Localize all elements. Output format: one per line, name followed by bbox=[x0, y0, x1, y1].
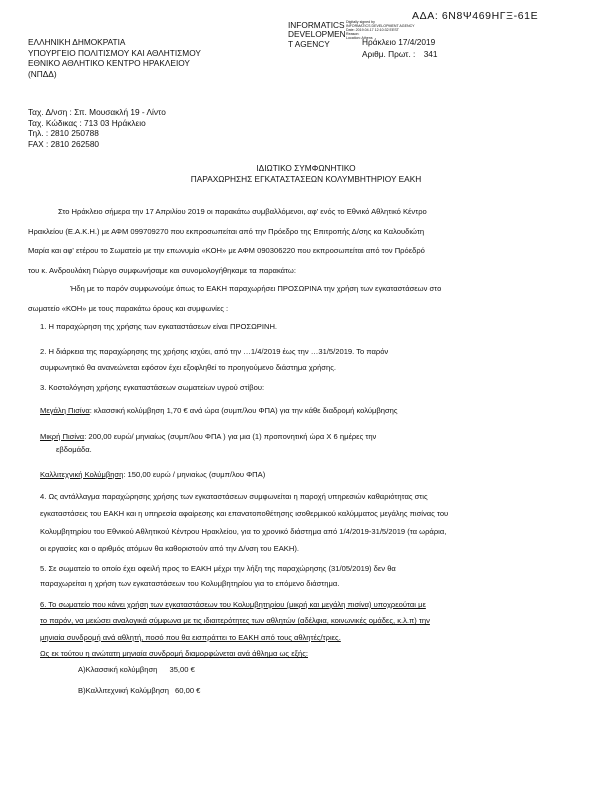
fee-classic-label: Α)Κλασσική κολύμβηση bbox=[78, 665, 158, 674]
title-line-2: ΠΑΡΑΧΩΡΗΣΗΣ ΕΓΚΑΤΑΣΤΑΣΕΩΝ ΚΟΛΥΜΒΗΤΗΡΙΟΥ ΕΑΚΗ bbox=[190, 173, 422, 184]
term-4-line: 4. Ως αντάλλαγμα παραχώρησης χρήσης των εγκαταστάσεων συμφωνείται η παροχή υπηρεσιών καθαριότητας στις bbox=[40, 492, 428, 501]
term-6-line: το παρόν, να μειώσει αναλογικά σύμφωνα με τις ιδιαιτερότητες των αθλητών (αδέλφια, κοινωνικές ομάδες, κ.λ.π) την bbox=[40, 616, 430, 626]
intro-line: Μαρία και αφ' ετέρου το Σωματείο με την επωνυμία «ΚΟΗ» με ΑΦΜ 090306220 που εκπροσωπείται από τον Πρόεδρό bbox=[28, 246, 425, 256]
term-4-line: εγκαταστάσεις του ΕΑΚΗ και η υπηρεσία αφαίρεσης και επανατοποθέτησης ισοθερμικού καλύμματος μεγάλης πισίνας του bbox=[40, 509, 449, 519]
protocol-value: 341 bbox=[423, 49, 438, 59]
term-3: 3. Κοστολόγηση χρήσης εγκαταστάσεων σωματείων υγρού στίβου: bbox=[40, 383, 265, 392]
intro-line: του κ. Ανδρουλάκη Γιώργο συμφωνήσαμε και συνομολογήθηκαμε τα παρακάτω: bbox=[28, 265, 296, 275]
header-line: (ΝΠΔΔ) bbox=[28, 68, 57, 79]
fee-classic-row bbox=[78, 665, 195, 674]
signature-text: Digitally signed by bbox=[346, 20, 375, 24]
pool-large-label: Μεγάλη Πισίνα bbox=[40, 406, 90, 415]
address-line: Τηλ. : 2810 250788 bbox=[28, 128, 99, 139]
synchro-row bbox=[40, 470, 265, 479]
document-title bbox=[0, 163, 612, 184]
term-4 bbox=[40, 488, 448, 558]
address-block bbox=[28, 107, 166, 149]
header-line: ΕΘΝΙΚΟ ΑΘΛΗΤΙΚΟ ΚΕΝΤΡΟ ΗΡΑΚΛΕΙΟΥ bbox=[28, 58, 190, 68]
signature-text: Location: Athens bbox=[346, 36, 373, 40]
term-2-line: 2. Η διάρκεια της παραχώρησης της χρήσης ισχύει, από την …1/4/2019 έως την …31/5/2019. Το παρόν bbox=[40, 347, 389, 356]
intro-line: Ηρακλείου (Ε.Α.Κ.Η.) με ΑΦΜ 099709270 που εκπροσωπείται από την Πρόεδρο της Επιτροπής Δ/σης κα Καλουδιώτη bbox=[28, 226, 425, 236]
header-line: ΕΛΛΗΝΙΚΗ ΔΗΜΟΚΡΑΤΙΑ bbox=[28, 37, 126, 47]
pool-large-row bbox=[40, 406, 398, 415]
term-4-line: Κολυμβητηρίου του Εθνικού Αθλητικού Κέντρου Ηρακλείου, για το χρονικό διάστημα από 1/4/2019-31/5/2019 (τα ωράρια, bbox=[40, 526, 447, 536]
ada-code: ΑΔΑ: 6Ν8Ψ469ΗΓΞ-61Ε bbox=[412, 10, 539, 22]
agency-block bbox=[288, 21, 346, 49]
address-line: Ταχ. Κώδικας : 713 03 Ηράκλειο bbox=[28, 117, 146, 128]
pool-small-text-2: εβδομάδα. bbox=[56, 445, 92, 455]
fee-synchro-row bbox=[78, 686, 200, 695]
address-line: Ταχ. Δ/νση : Σπ. Μουσακλή 19 - Λίντο bbox=[28, 107, 166, 117]
document-date: Ηράκλειο 17/4/2019 bbox=[362, 37, 436, 47]
intro-line: Στο Ηράκλειο σήμερα την 17 Απριλίου 2019 οι παρακάτω συμβαλλόμενοι, αφ' ενός το Εθνικό Αθλητικό Κέντρο bbox=[58, 207, 427, 216]
term-5 bbox=[40, 562, 396, 591]
protocol-number bbox=[362, 49, 438, 60]
term-2 bbox=[40, 344, 388, 376]
synchro-label: Καλλιτεχνική Κολύμβηση bbox=[40, 470, 124, 479]
term-6-line: μηνιαία συνδρομή ανά αθλητή, ποσό που θα εισπράττει το ΕΑΚΗ από τους αθλητές/τριες. bbox=[40, 632, 341, 642]
pool-small-row bbox=[40, 430, 376, 456]
signature-text: INFORMATICS DEVELOPMENT AGENCY bbox=[346, 24, 415, 28]
term-6 bbox=[40, 597, 430, 663]
signature-text: Reason: bbox=[346, 32, 360, 36]
term-6-line: 6. Το σωματείο που κάνει χρήση των εγκαταστάσεων του Κολυμβητηρίου (μικρή και μεγάλη πισίνα) υποχρεούται με bbox=[40, 600, 426, 609]
pool-large-text: : κλασσική κολύμβηση 1,70 € ανά ώρα (συμπ/λου ΦΠΑ) για την κάθε διαδρομή κολύμβησης bbox=[89, 406, 398, 415]
issuer-header bbox=[28, 37, 201, 79]
agency-line: INFORMATICS bbox=[288, 20, 345, 30]
term-6-line: Ως εκ τούτου η ανώτατη μηνιαία συνδρομή διαμορφώνεται ανά άθλημα ως εξής: bbox=[40, 649, 308, 659]
address-line: FAX : 2810 262580 bbox=[28, 138, 100, 149]
agreement-line: Ήδη με το παρόν συμφωνούμε όπως το ΕΑΚΗ παραχωρήσει ΠΡΟΣΩΡΙΝΑ την χρήση των εγκαταστάσεων στο bbox=[70, 284, 442, 293]
agency-line: DEVELOPMEN bbox=[288, 29, 346, 40]
fee-synchro-label: Β)Καλλιτεχνική Κολύμβηση bbox=[78, 686, 169, 695]
protocol-label: Αριθμ. Πρωτ. : bbox=[362, 49, 416, 59]
synchro-text: : 150,00 ευρώ / μηνιαίως (συμπ/λου ΦΠΑ) bbox=[123, 470, 266, 479]
term-5-line: 5. Σε σωματείο το οποίο έχει οφειλή προς το ΕΑΚΗ μέχρι την λήξη της παραχώρησης (31/05/2019) δεν θα bbox=[40, 564, 396, 573]
term-2-line: συμφωνητικό θα ανανεώνεται εφόσον έχει εξοφληθεί το προηγούμενο διάστημα χρήσης. bbox=[40, 362, 336, 372]
intro-paragraph bbox=[28, 202, 427, 280]
agreement-paragraph bbox=[28, 279, 441, 318]
term-5-line: παραχωρείται η χρήση των εγκαταστάσεων του Κολυμβητηρίου για το επόμενο διάστημα. bbox=[40, 578, 340, 588]
agreement-line: σωματείο «ΚΟΗ» με τους παρακάτω όρους και συμφωνίες : bbox=[28, 303, 229, 313]
fee-synchro-value: 60,00 € bbox=[175, 686, 201, 695]
pool-small-text: : 200,00 ευρώ/ μηνιαίως (συμπ/λου ΦΠΑ ) για μια (1) προπονητική ώρα Χ 6 ημέρες την bbox=[84, 432, 377, 441]
title-line-1: ΙΔΙΩΤΙΚΟ ΣΥΜΦΩΝΗΤΙΚΟ bbox=[256, 163, 356, 173]
term-4-line: οι εργασίες και ο αριθμός ατόμων θα καθοριστούν από την Δ/νση του ΕΑΚΗ). bbox=[40, 544, 299, 554]
term-1: 1. Η παραχώρηση της χρήσης των εγκαταστάσεων είναι ΠΡΟΣΩΡΙΝΗ. bbox=[40, 322, 278, 331]
pool-small-label: Μικρή Πισίνα bbox=[40, 432, 85, 441]
agency-line: T AGENCY bbox=[288, 38, 330, 49]
fee-classic-value: 35,00 € bbox=[169, 665, 195, 674]
signature-text: Date: 2019.04.17 12:10:32 EEST bbox=[346, 28, 399, 32]
header-line: ΥΠΟΥΡΓΕΙΟ ΠΟΛΙΤΙΣΜΟΥ ΚΑΙ ΑΘΛΗΤΙΣΜΟΥ bbox=[28, 47, 201, 58]
